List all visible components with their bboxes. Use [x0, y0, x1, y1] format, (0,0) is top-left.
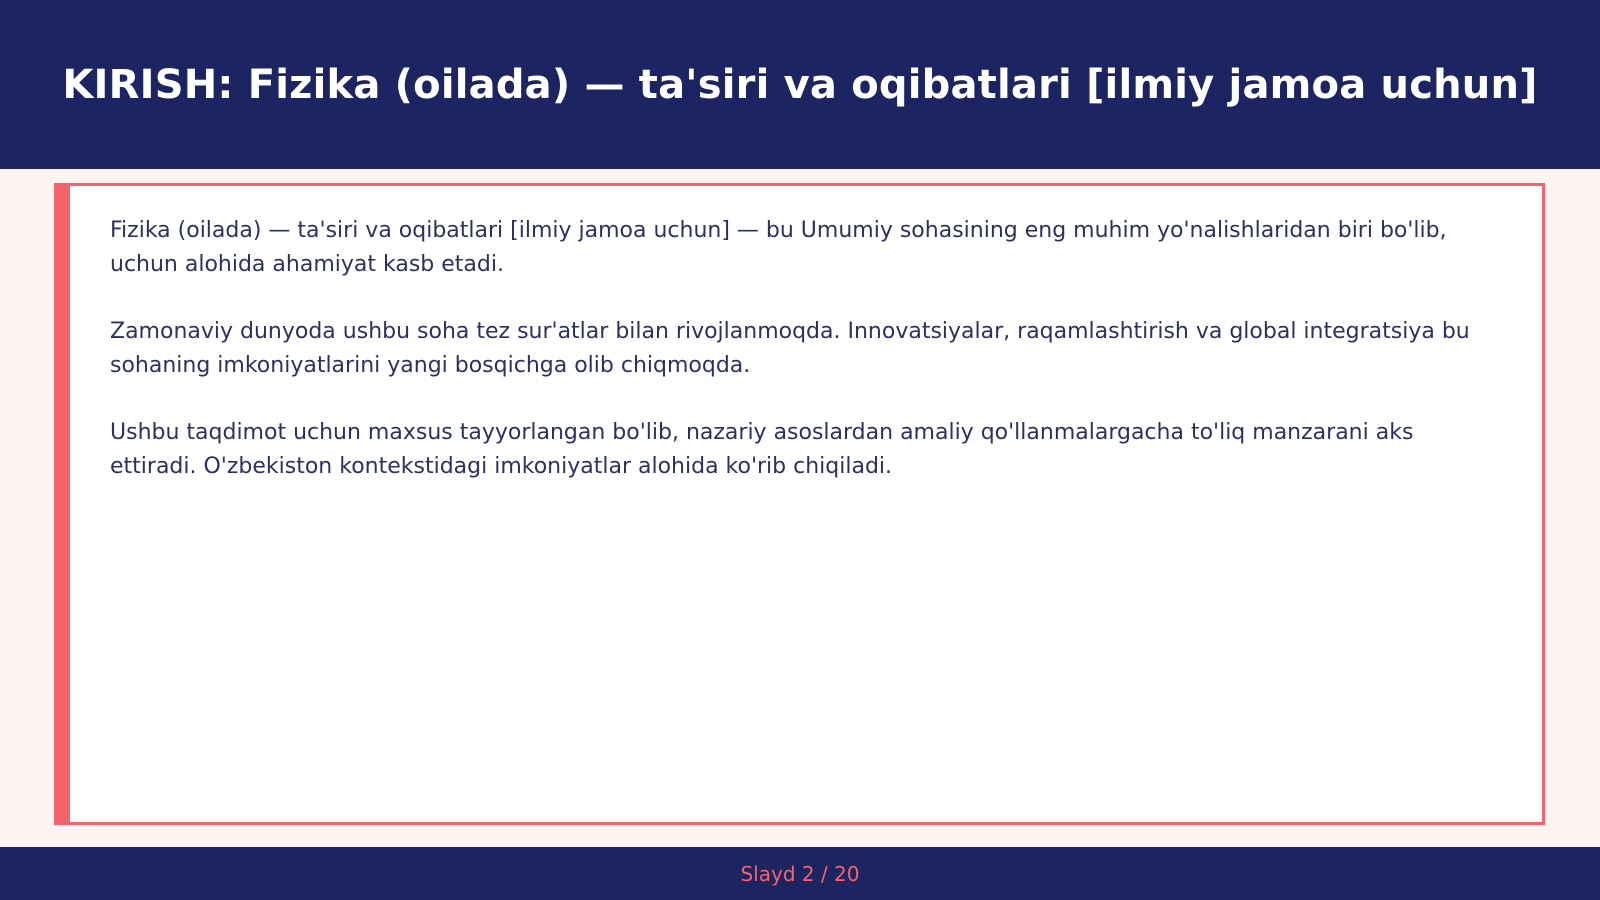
paragraph-presentation: Ushbu taqdimot uchun maxsus tayyorlangan bo'lib, nazariy asoslardan amaliy qo'llanmalargacha to'liq manzarani aks ettiradi. O'zbekiston kontekstidagi imkoniyatlar alohida ko'rib chiqiladi. — [110, 420, 1414, 479]
paragraph-intro: Fizika (oilada) — ta'siri va oqibatlari [ilmiy jamoa uchun] — bu Umumiy sohasining eng muhim yo'nalishlaridan biri bo'lib, uchun alohida ahamiyat kasb etadi. — [110, 218, 1447, 277]
content-card — [54, 183, 1545, 825]
content-text — [110, 214, 1492, 517]
slide-footer — [0, 847, 1600, 900]
slide-number: Slayd 2 / 20 — [740, 861, 860, 886]
slide-title: KIRISH: Fizika (oilada) — ta'siri va oqibatlari [ilmiy jamoa uchun] — [62, 61, 1538, 108]
paragraph-modern-world: Zamonaviy dunyoda ushbu soha tez sur'atlar bilan rivojlanmoqda. Innovatsiyalar, raqamlashtirish va global integratsiya bu sohaning imkoniyatlarini yangi bosqichga olib chiqmoqda. — [110, 319, 1470, 378]
slide-header — [0, 0, 1600, 169]
